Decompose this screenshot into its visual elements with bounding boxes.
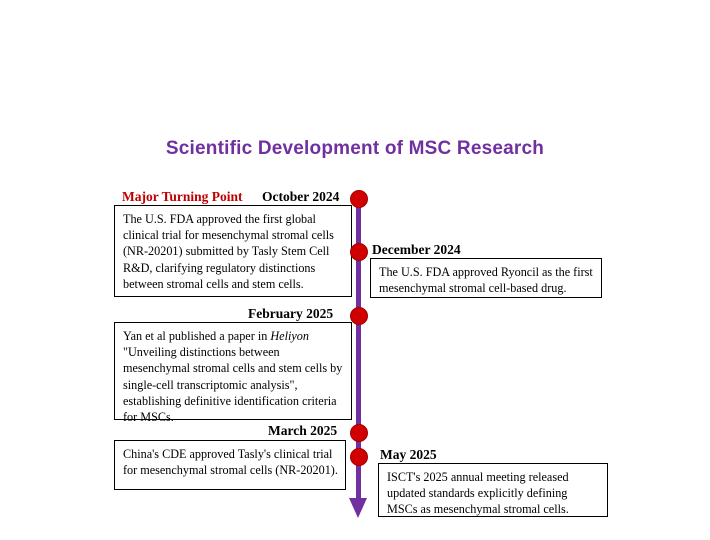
event-box-march-2025 bbox=[114, 440, 346, 490]
event-text-october-2024: The U.S. FDA approved the first global clinical trial for mesenchymal stromal cells (NR-20201) submitted by Tasly Stem Cell R&D, clarifying regulatory distinctions between stromal cells and stem cells. bbox=[123, 212, 334, 291]
event-text-february-2025-line1 bbox=[123, 328, 344, 344]
event-box-february-2025 bbox=[114, 322, 352, 425]
event-text-may-2025: ISCT's 2025 annual meeting released updated standards explicitly defining MSCs as mesenchymal stromal cells. bbox=[387, 470, 569, 517]
event-box-may-2025 bbox=[378, 463, 608, 517]
timeline-date-december-2024: December 2024 bbox=[372, 242, 461, 257]
timeline-arrow-icon bbox=[349, 498, 367, 518]
event-text-february-2025-body: "Unveiling distinctions between mesenchymal stromal cells and stem cells by single-cell transcriptomic analysis", establishing definitive identification criteria for MSCs. bbox=[123, 345, 343, 425]
event-text-february-2025-intro: Yan et al published a paper in bbox=[123, 329, 271, 343]
timeline-date-march-2025: March 2025 bbox=[268, 423, 338, 438]
page-title: Scientific Development of MSC Research bbox=[165, 138, 545, 159]
timeline-date-october-2024: October 2024 bbox=[262, 189, 340, 204]
timeline-dot-february-2025 bbox=[350, 307, 368, 325]
timeline-date-february-2025: February 2025 bbox=[248, 306, 334, 321]
event-box-october-2024 bbox=[114, 205, 352, 297]
timeline-dot-october-2024 bbox=[350, 190, 368, 208]
event-text-december-2024: The U.S. FDA approved Ryoncil as the first mesenchymal stromal cell-based drug. bbox=[379, 265, 593, 296]
timeline-dot-december-2024 bbox=[350, 243, 368, 261]
major-turning-point-label: Major Turning Point bbox=[122, 189, 243, 204]
timeline-dot-march-2025 bbox=[350, 424, 368, 442]
timeline-dot-may-2025 bbox=[350, 448, 368, 466]
event-box-december-2024 bbox=[370, 258, 602, 298]
timeline-date-may-2025: May 2025 bbox=[380, 447, 437, 462]
event-text-march-2025: China's CDE approved Tasly's clinical trial for mesenchymal stromal cells (NR-20201). bbox=[123, 447, 338, 478]
journal-name: Heliyon bbox=[270, 329, 309, 343]
